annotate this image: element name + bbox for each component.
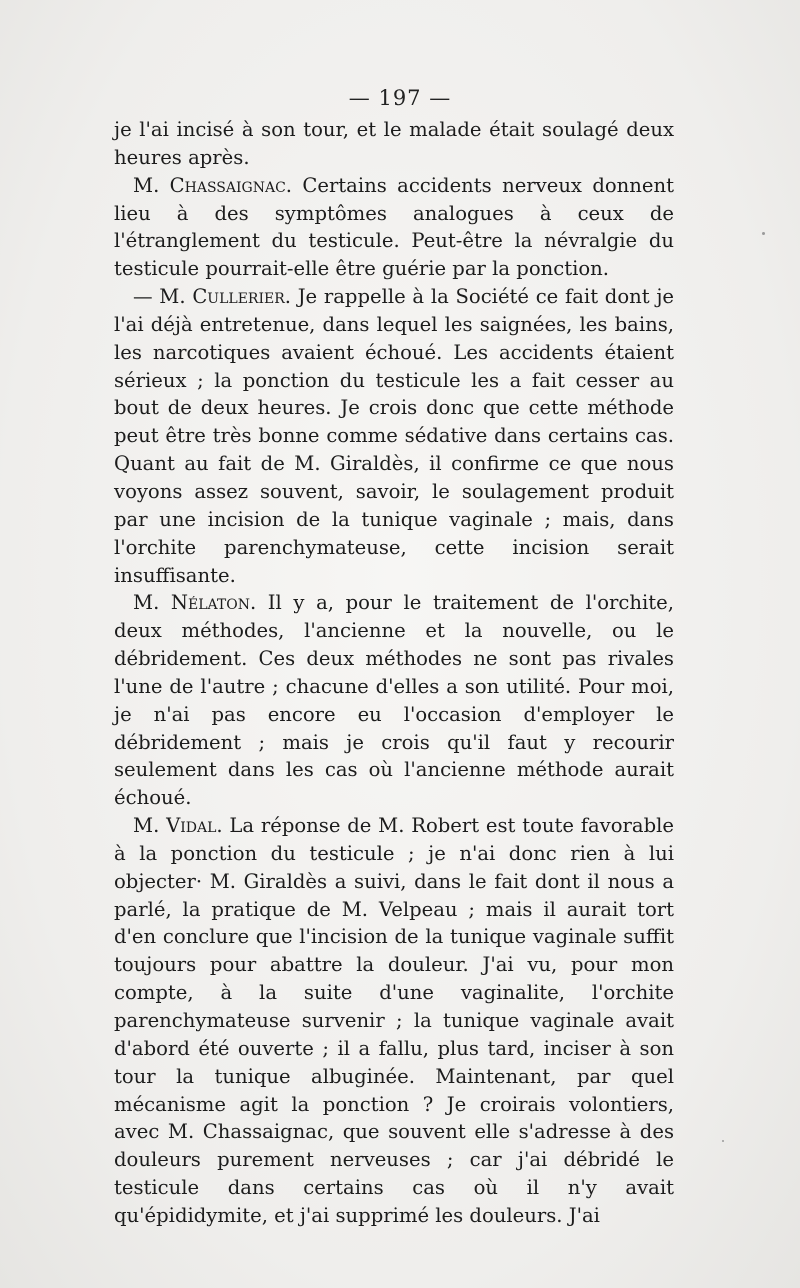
paper-speck <box>722 1140 724 1142</box>
speaker-name: Vidal. <box>166 814 223 838</box>
paragraph-chassaignac <box>114 172 674 283</box>
paper-speck <box>762 232 765 235</box>
paragraph-nelaton <box>114 589 674 812</box>
paragraph-text: La réponse de M. Robert est toute favorable à la ponction du testicule ; je n'ai donc rien à lui objecter· M. Giraldès a suivi, dans le fait dont il nous a parlé, la pratique de M. Velpeau ; mais il aurait tort d'en conclure que l'incision de la tunique vaginale suffit toujours pour abattre la douleur. J'ai vu, pour mon compte, à la suite d'une vaginalite, l'orchite parenchymateuse survenir ; la tunique vaginale avait d'abord été ouverte ; il a fallu, plus tard, inciser à son tour la tunique albuginée. Maintenant, par quel mécanisme agit la ponction ? Je croirais volontiers, avec M. Chassaignac, que souvent elle s'adresse à des douleurs purement nerveuses ; car j'ai débridé le testicule dans certains cas où il n'y avait qu'épididymite, et j'ai supprimé les douleurs. J'ai <box>114 814 674 1227</box>
paragraph-continuation <box>114 116 674 172</box>
page-number: — 197 — <box>348 86 452 110</box>
speaker-prefix: M. <box>133 173 170 197</box>
paragraph-text: je l'ai incisé à son tour, et le malade était soulagé deux heures après. <box>114 118 674 169</box>
paragraph-text: Il y a, pour le traitement de l'orchite, deux méthodes, l'ancienne et la nouvelle, ou le débridement. Ces deux méthodes ne sont pas rivales l'une de l'autre ; chacune d'elles a son utilité. Pour moi, je n'ai pas encore eu l'occasion d'employer le débridement ; mais je crois qu'il faut y recourir seulement dans les cas où l'ancienne méthode aurait échoué. <box>114 591 674 810</box>
speaker-prefix: — M. <box>133 285 193 309</box>
speaker-name: Cullerier. <box>192 285 291 309</box>
speaker-prefix: M. <box>133 814 167 838</box>
paragraph-cullerier <box>114 283 674 589</box>
speaker-prefix: M. <box>133 591 171 615</box>
body-text <box>114 116 674 1230</box>
paragraph-text: Je rappelle à la Société ce fait dont je l'ai déjà entretenue, dans lequel les saignées, les bains, les narcotiques avaient échoué. Les accidents étaient sérieux ; la ponction du testicule les a fait cesser au bout de deux heures. Je crois donc que cette méthode peut être très bonne comme sédative dans certains cas. Quant au fait de M. Giraldès, il confirme ce que nous voyons assez souvent, savoir, le soulagement produit par une incision de la tunique vaginale ; mais, dans l'orchite parenchymateuse, cette incision serait insuffisante. <box>114 285 674 587</box>
speaker-name: Nélaton. <box>170 591 257 615</box>
paragraph-vidal <box>114 812 674 1230</box>
paragraph-text: Certains accidents nerveux donnent lieu à des symptômes analogues à ceux de l'étranglement du testicule. Peut-être la névralgie du testicule pourrait-elle être guérie par la ponction. <box>114 173 674 281</box>
speaker-name: Chassaignac. <box>169 173 293 197</box>
